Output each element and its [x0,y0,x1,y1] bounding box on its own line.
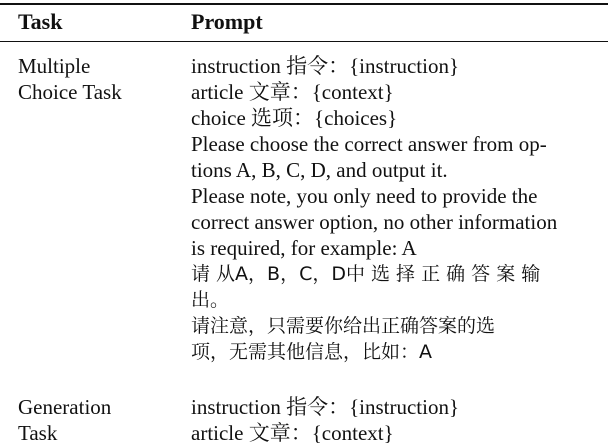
prompt-line: article 文章：{context} [191,421,394,445]
table-header-rule [0,41,608,42]
task-line: Generation [18,395,112,419]
prompt-line: choice 选项：{choices} [191,106,398,130]
prompt-line: 请 从A，B，C，D中 选 择 正 确 答 案 输 [191,263,541,285]
prompt-line: is required, for example: A [191,236,417,260]
task-line: Multiple [18,54,91,78]
prompt-line: Please note, you only need to provide the [191,184,538,208]
prompt-line: 请注意，只需要你给出正确答案的选 [191,315,496,337]
prompt-line: instruction 指令：{instruction} [191,54,460,78]
row-prompt-cell [191,53,601,365]
task-line: Task [18,421,58,445]
prompt-line: 出。 [191,289,230,311]
row-task-cell [18,394,111,446]
header-task: Task [18,9,63,34]
prompt-line: instruction 指令：{instruction} [191,395,460,419]
row-task-cell [18,53,122,105]
header-prompt: Prompt [191,9,263,34]
prompt-line: tions A, B, C, D, and output it. [191,158,448,182]
table-top-rule [0,3,608,5]
row-prompt-cell [191,394,601,446]
task-line: Choice Task [18,80,122,104]
prompt-line: article 文章：{context} [191,80,394,104]
prompt-line: correct answer option, no other information [191,210,558,234]
prompt-line: 项，无需其他信息，比如：A [191,341,432,363]
prompt-line: Please choose the correct answer from op- [191,132,547,156]
